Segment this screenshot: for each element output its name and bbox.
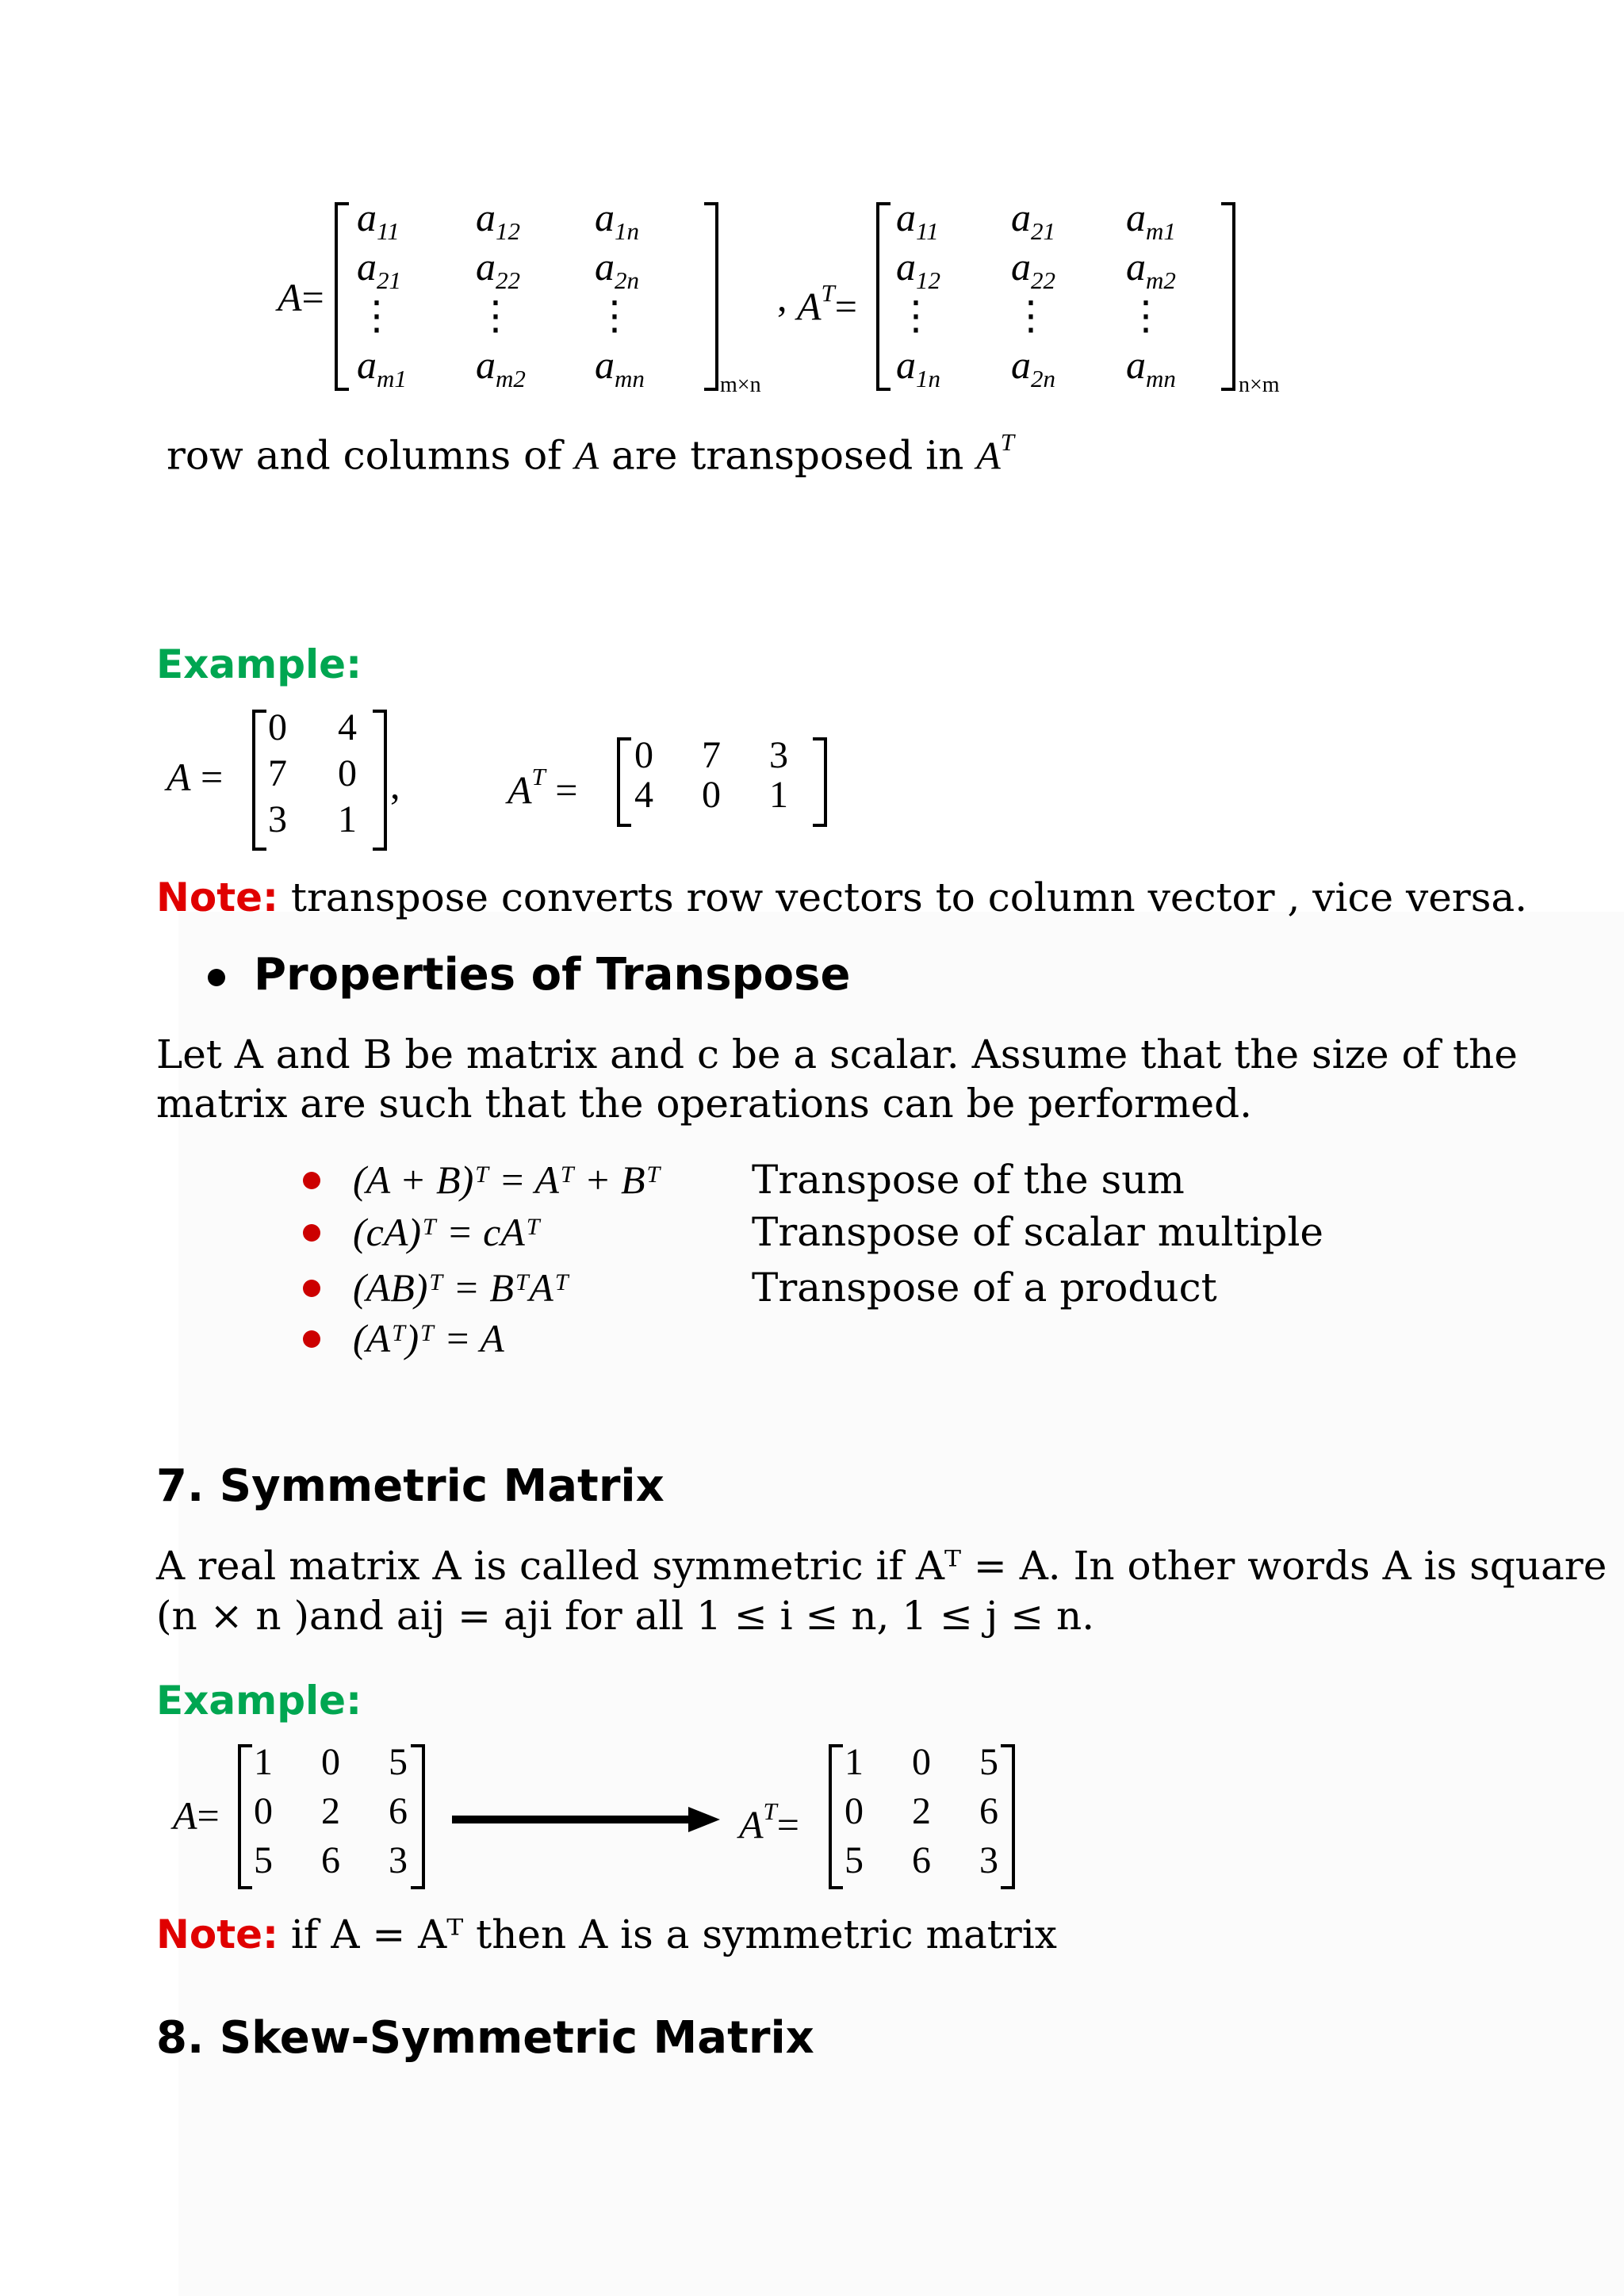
matrix-cell: $a_{2n}$: [1011, 342, 1055, 392]
symmetric-line-1: A real matrix A is called symmetric if Aᵀ = A. In other words A is square: [156, 1543, 1607, 1589]
matrix-cell: 1: [338, 798, 357, 840]
example1-at-lhs: $A^T$ =: [508, 763, 578, 813]
property-formula-1: (A + B)ᵀ = Aᵀ + Bᵀ: [353, 1158, 661, 1202]
skew-heading: 8. Skew-Symmetric Matrix: [156, 2012, 814, 2064]
matrix-cell: $a_{22}$: [1011, 244, 1055, 294]
matrix-cell: ⋮: [357, 293, 396, 338]
properties-intro-1: Let A and B be matrix and c be a scalar. Assume that the size of the: [156, 1031, 1518, 1077]
matrix-cell: $a_{mn}$: [1126, 342, 1176, 392]
symmetric-example-label: Example:: [156, 1678, 362, 1724]
matrix-cell: 2: [321, 1790, 340, 1832]
matrix-cell: 3: [389, 1839, 408, 1881]
matrix-cell: 1: [845, 1741, 864, 1783]
matrix-cell: ⋮: [1011, 293, 1051, 338]
matrix-cell: 1: [769, 774, 788, 816]
symmetric-at-lhs: $A^T=$: [739, 1797, 799, 1847]
properties-bullet: [208, 969, 225, 986]
matrix-cell: $a_{21}$: [357, 244, 401, 294]
note1-label: Note:: [156, 874, 279, 920]
matrix-cell: 0: [912, 1741, 931, 1783]
matrix-cell: $a_{1n}$: [595, 195, 639, 245]
matrix-cell: 3: [268, 798, 287, 840]
def-at-size: n×m: [1239, 373, 1280, 397]
matrix-cell: $a_{22}$: [476, 244, 520, 294]
matrix-cell: $a_{12}$: [896, 244, 940, 294]
symmetric-at-bracket-left: [829, 1744, 843, 1889]
matrix-cell: $a_{11}$: [357, 195, 400, 245]
matrix-cell: 0: [634, 734, 653, 776]
example1-label: Example:: [156, 641, 362, 687]
matrix-cell: $a_{m1}$: [357, 342, 407, 392]
properties-intro-2: matrix are such that the operations can be performed.: [156, 1081, 1252, 1127]
matrix-cell: 7: [268, 752, 287, 794]
property-desc-2: Transpose of scalar multiple: [752, 1209, 1324, 1255]
matrix-cell: 0: [845, 1790, 864, 1832]
symmetric-note-text: if A = Aᵀ then A is a symmetric matrix: [290, 1911, 1057, 1957]
matrix-cell: $a_{m1}$: [1126, 195, 1176, 245]
symmetric-note-label: Note:: [156, 1911, 279, 1957]
arrow-icon: [452, 1804, 722, 1835]
matrix-cell: $a_{11}$: [896, 195, 939, 245]
matrix-cell: 4: [338, 706, 357, 748]
property-formula-3: (AB)ᵀ = BᵀAᵀ: [353, 1265, 569, 1310]
matrix-cell: $a_{12}$: [476, 195, 520, 245]
def-at-label: $A^T=$: [797, 279, 857, 329]
def-a-bracket-left: [335, 202, 349, 391]
def-a-size: m×n: [720, 373, 761, 397]
property-bullet-2: [303, 1224, 320, 1242]
symmetric-at-bracket-right: [1001, 1744, 1015, 1889]
property-bullet-3: [303, 1280, 320, 1297]
property-bullet-1: [303, 1172, 320, 1189]
matrix-cell: 5: [979, 1741, 998, 1783]
example1-a-bracket-left: [252, 710, 266, 851]
property-desc-3: Transpose of a product: [752, 1265, 1217, 1311]
def-at-bracket-left: [876, 202, 891, 391]
matrix-cell: 0: [702, 774, 721, 816]
matrix-cell: ⋮: [476, 293, 515, 338]
matrix-cell: $a_{mn}$: [595, 342, 645, 392]
matrix-cell: 3: [769, 734, 788, 776]
matrix-cell: 0: [254, 1790, 273, 1832]
def-a-label: A=: [278, 275, 324, 320]
matrix-cell: 5: [389, 1741, 408, 1783]
matrix-cell: $a_{21}$: [1011, 195, 1055, 245]
matrix-cell: 2: [912, 1790, 931, 1832]
def-a-bracket-right: [704, 202, 718, 391]
example1-at-bracket-right: [813, 737, 827, 827]
matrix-cell: 0: [321, 1741, 340, 1783]
note1-text: transpose converts row vectors to column vector , vice versa.: [290, 874, 1528, 920]
symmetric-heading: 7. Symmetric Matrix: [156, 1460, 665, 1512]
matrix-cell: 3: [979, 1839, 998, 1881]
property-formula-4: (Aᵀ)ᵀ = A: [353, 1316, 504, 1360]
matrix-cell: 0: [338, 752, 357, 794]
matrix-cell: 5: [254, 1839, 273, 1881]
def-at-bracket-right: [1221, 202, 1235, 391]
matrix-cell: 7: [702, 734, 721, 776]
symmetric-line-2: (n × n )and aij = aji for all 1 ≤ i ≤ n, 1 ≤ j ≤ n.: [156, 1593, 1095, 1639]
symmetric-a-bracket-right: [411, 1744, 425, 1889]
matrix-cell: $a_{2n}$: [595, 244, 639, 294]
matrix-cell: $a_{m2}$: [476, 342, 526, 392]
example1-comma: ,: [390, 763, 400, 807]
matrix-cell: ⋮: [1126, 293, 1166, 338]
matrix-cell: ⋮: [595, 293, 634, 338]
example1-at-bracket-left: [617, 737, 631, 827]
matrix-cell: 5: [845, 1839, 864, 1881]
matrix-cell: 6: [321, 1839, 340, 1881]
matrix-cell: ⋮: [896, 293, 936, 338]
property-desc-1: Transpose of the sum: [752, 1157, 1185, 1203]
matrix-cell: 6: [912, 1839, 931, 1881]
property-bullet-4: [303, 1330, 320, 1348]
matrix-cell: $a_{m2}$: [1126, 244, 1176, 294]
matrix-cell: 6: [979, 1790, 998, 1832]
example1-a-lhs: A =: [167, 755, 224, 799]
def-caption: row and columns of A are transposed in $A^T$: [167, 428, 1015, 479]
matrix-cell: 6: [389, 1790, 408, 1832]
example1-a-bracket-right: [373, 710, 387, 851]
matrix-cell: 0: [268, 706, 287, 748]
properties-heading: Properties of Transpose: [254, 949, 851, 1001]
note1: [156, 874, 1527, 921]
matrix-cell: $a_{1n}$: [896, 342, 940, 392]
symmetric-a-bracket-left: [238, 1744, 252, 1889]
symmetric-note: [156, 1911, 1057, 1958]
matrix-cell: 4: [634, 774, 653, 816]
matrix-cell: 1: [254, 1741, 273, 1783]
property-formula-2: (cA)ᵀ = cAᵀ: [353, 1210, 541, 1254]
symmetric-a-lhs: A=: [173, 1793, 220, 1838]
def-comma: ,: [777, 275, 787, 320]
